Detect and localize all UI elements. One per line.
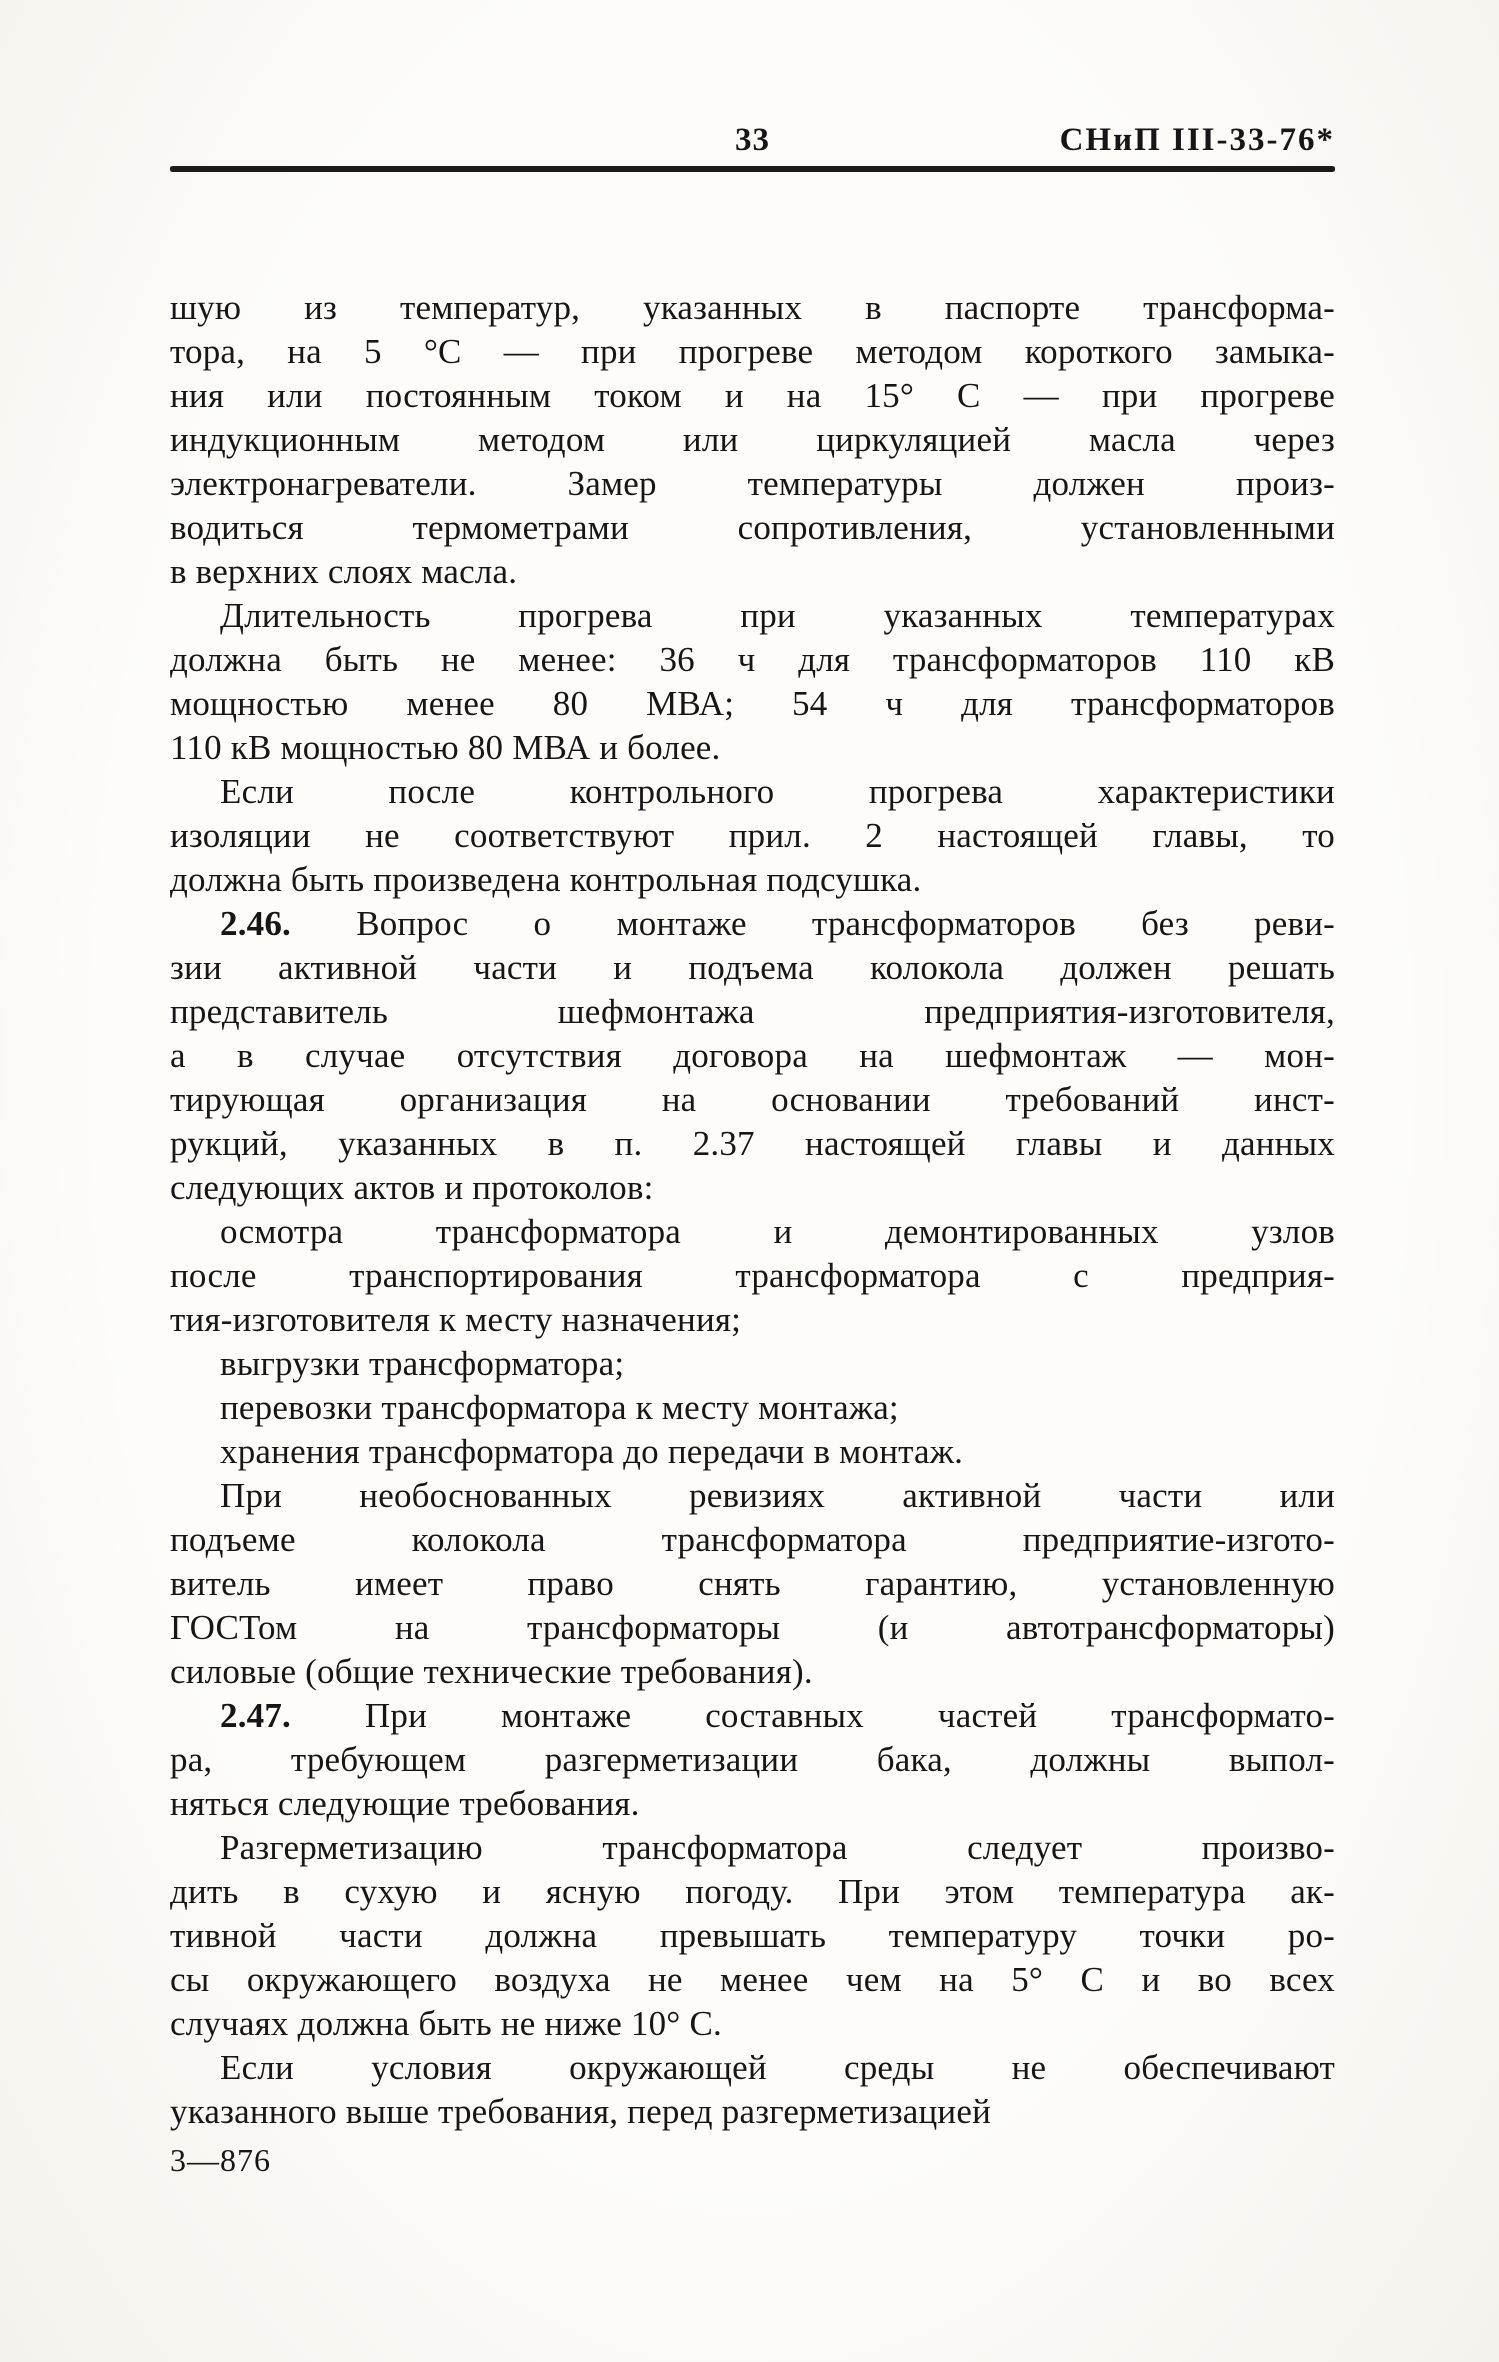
text-line: 110 кВ мощностью 80 МВА и более. <box>170 728 721 767</box>
paragraph <box>170 1342 1335 1386</box>
paragraph <box>170 1474 1335 1694</box>
text-line: осмотра трансформатора и демонтированных узлов <box>220 1212 1335 1251</box>
text-line: шую из температур, указанных в паспорте трансформа- <box>170 288 1335 327</box>
text-line: выгрузки трансформатора; <box>220 1344 625 1383</box>
text-line: следующих актов и протоколов: <box>170 1168 654 1207</box>
text-line: тирующая организация на основании требований инст- <box>170 1080 1335 1119</box>
text-line: индукционным методом или циркуляцией масла через <box>170 420 1335 459</box>
text-line: дить в сухую и ясную погоду. При этом температура ак- <box>170 1872 1335 1911</box>
text-line: тивной части должна превышать температуру точки ро- <box>170 1916 1335 1955</box>
text-line: Если условия окружающей среды не обеспечивают <box>220 2048 1335 2087</box>
text-line: силовые (общие технические требования). <box>170 1652 813 1691</box>
text-line: рукций, указанных в п. 2.37 настоящей главы и данных <box>170 1124 1335 1163</box>
text-line: 2.47. При монтаже составных частей трансформато- <box>220 1696 1335 1735</box>
page-header <box>170 120 1335 162</box>
paragraph <box>170 286 1335 594</box>
text-line: 2.46. Вопрос о монтаже трансформаторов без реви- <box>220 904 1335 943</box>
text-line: представитель шефмонтажа предприятия-изготовителя, <box>170 992 1335 1031</box>
text-line: случаях должна быть не ниже 10° С. <box>170 2004 722 2043</box>
text-line: сы окружающего воздуха не менее чем на 5° С и во всех <box>170 1960 1335 1999</box>
paragraph <box>170 1694 1335 1826</box>
text-line: водиться термометрами сопротивления, установленными <box>170 508 1335 547</box>
text-line: зии активной части и подъема колокола должен решать <box>170 948 1335 987</box>
paragraph <box>170 1210 1335 1342</box>
text-line: изоляции не соответствуют прил. 2 настоящей главы, то <box>170 816 1335 855</box>
text-line: витель имеет право снять гарантию, установленную <box>170 1564 1335 1603</box>
section-number: 2.47. <box>220 1696 291 1735</box>
paragraph <box>170 2046 1335 2134</box>
section-number: 2.46. <box>220 904 291 943</box>
paragraph <box>170 594 1335 770</box>
text-block <box>170 286 1335 2134</box>
paragraph <box>170 770 1335 902</box>
text-line: Разгерметизацию трансформатора следует произво- <box>220 1828 1335 1867</box>
text-line: указанного выше требования, перед разгерметизацией <box>170 2092 992 2131</box>
text-line: ра, требующем разгерметизации бака, должны выпол- <box>170 1740 1335 1779</box>
paragraph <box>170 902 1335 1210</box>
header-rule <box>170 166 1335 172</box>
text-line: электронагреватели. Замер температуры должен произ- <box>170 464 1335 503</box>
text-line: Если после контрольного прогрева характеристики <box>220 772 1335 811</box>
text-line: Длительность прогрева при указанных температурах <box>220 596 1335 635</box>
text-line: подъеме колокола трансформатора предприятие-изгото- <box>170 1520 1335 1559</box>
text-line: няться следующие требования. <box>170 1784 640 1823</box>
text-line: должна быть не менее: 36 ч для трансформаторов 110 кВ <box>170 640 1335 679</box>
text-line: перевозки трансформатора к месту монтажа; <box>220 1388 899 1427</box>
text-line: тия-изготовителя к месту назначения; <box>170 1300 742 1339</box>
text-line: ГОСТом на трансформаторы (и автотрансформаторы) <box>170 1608 1335 1647</box>
text-line: после транспортирования трансформатора с предприя- <box>170 1256 1335 1295</box>
page-number: 33 <box>735 122 770 158</box>
paragraph <box>170 1386 1335 1430</box>
text-line: должна быть произведена контрольная подсушка. <box>170 860 922 899</box>
footer-signature: 3—876 <box>170 2142 271 2178</box>
text-line: При необоснованных ревизиях активной части или <box>220 1476 1335 1515</box>
text-line: тора, на 5 °С — при прогреве методом короткого замыка- <box>170 332 1335 371</box>
text-line: в верхних слоях масла. <box>170 552 518 591</box>
text-line: а в случае отсутствия договора на шефмонтаж — мон- <box>170 1036 1335 1075</box>
paragraph <box>170 1430 1335 1474</box>
paragraph <box>170 1826 1335 2046</box>
doc-code: СНиП III-33-76* <box>1059 122 1335 158</box>
text-line: хранения трансформатора до передачи в монтаж. <box>220 1432 964 1471</box>
text-line: мощностью менее 80 МВА; 54 ч для трансформаторов <box>170 684 1335 723</box>
text-line: ния или постоянным током и на 15° С — при прогреве <box>170 376 1335 415</box>
